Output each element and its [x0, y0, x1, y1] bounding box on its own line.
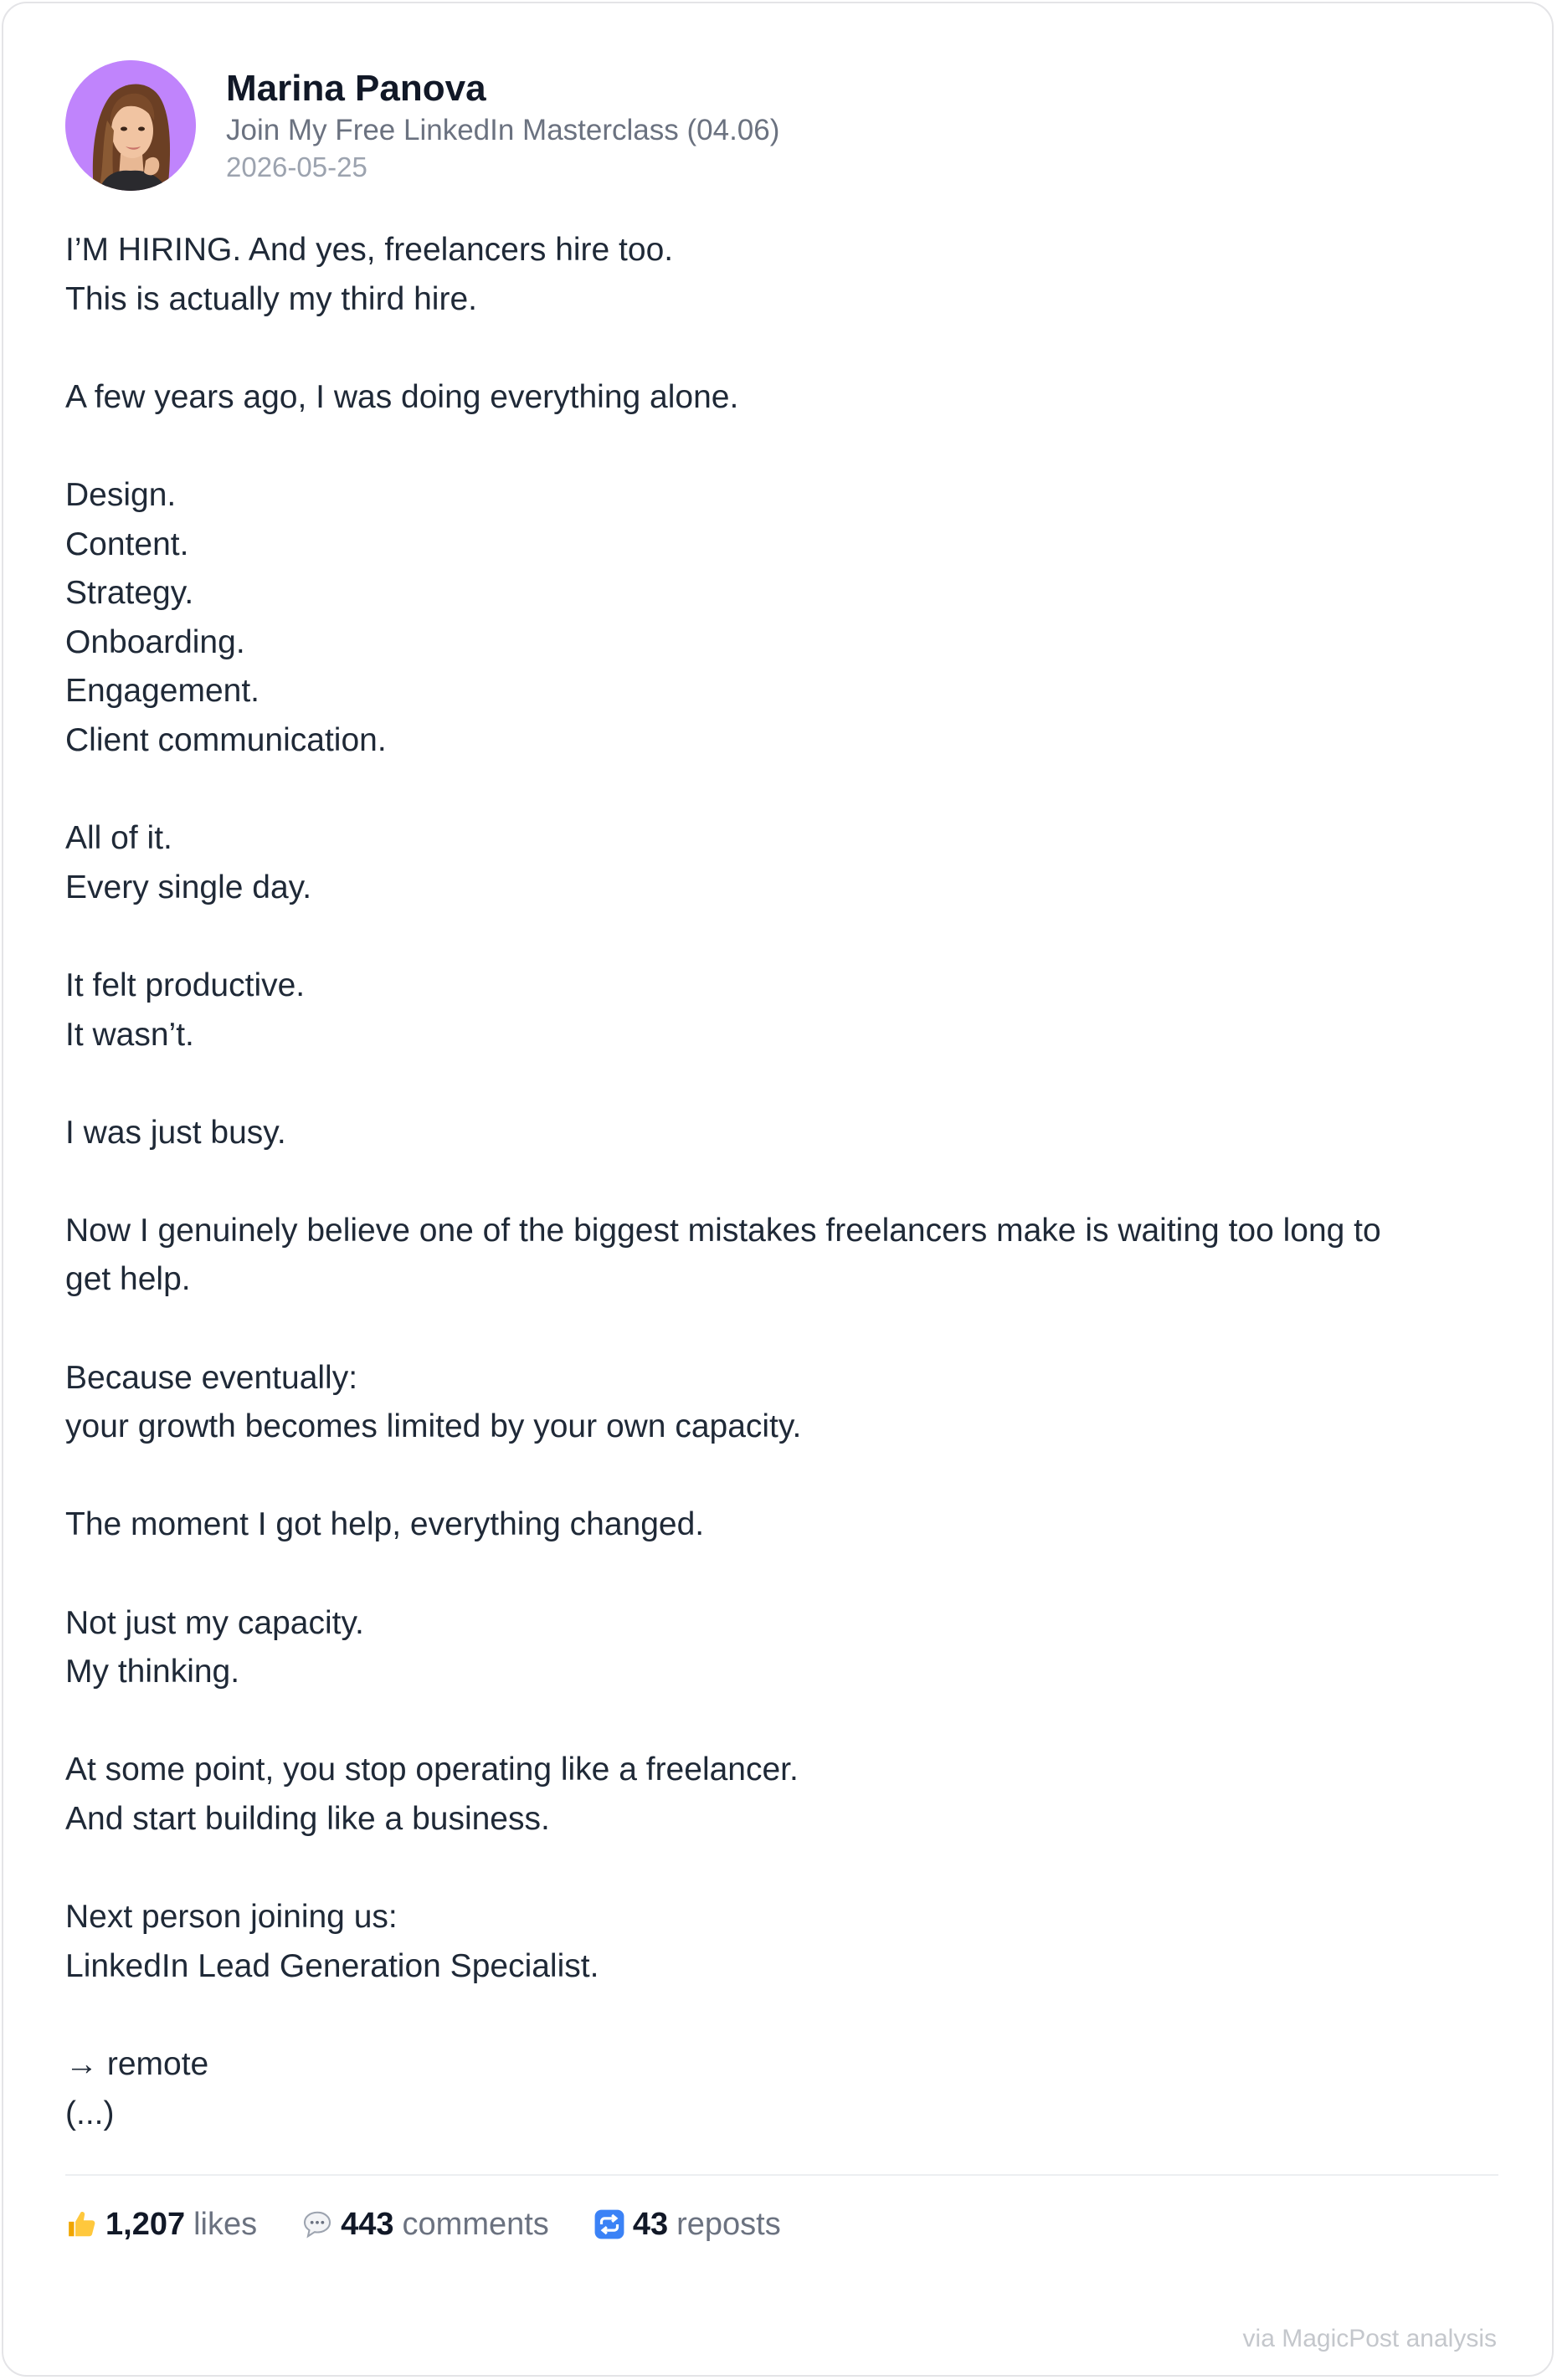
post-line: My thinking. — [65, 1654, 240, 1690]
post-line: And start building like a business. — [65, 1801, 550, 1837]
likes-label: likes — [193, 2206, 258, 2242]
post-line — [65, 1452, 1505, 1501]
reposts-stat[interactable] — [593, 2207, 781, 2243]
post-line: I’M HIRING. And yes, freelancers hire too. — [65, 232, 674, 268]
likes-stat[interactable] — [65, 2207, 257, 2243]
post-line — [65, 1305, 1505, 1354]
post-line: I was just busy. — [65, 1114, 286, 1151]
post-line — [65, 1991, 1505, 2040]
post-line: This is actually my third hire. — [65, 280, 477, 317]
footer-attribution: via MagicPost analysis — [1242, 2325, 1497, 2352]
author-headline: Join My Free LinkedIn Masterclass (04.06) — [226, 114, 780, 146]
post-line: It felt productive. — [65, 967, 306, 1003]
post-line: It wasn’t. — [65, 1016, 194, 1053]
post-line: All of it. — [65, 820, 172, 857]
author-name[interactable]: Marina Panova — [226, 68, 486, 109]
post-line: A few years ago, I was doing everything alone. — [65, 378, 739, 415]
divider — [65, 2174, 1498, 2176]
post-line: (...) — [65, 2095, 115, 2131]
post-line: Strategy. — [65, 575, 194, 612]
post-line — [65, 422, 1505, 471]
post-line: Onboarding. — [65, 623, 245, 660]
post-line — [65, 912, 1505, 962]
thumbs-up-icon — [65, 2208, 99, 2241]
post-card — [2, 2, 1554, 2377]
post-line — [65, 1157, 1505, 1207]
post-line: Now I genuinely believe one of the biggest mistakes freelancers make is waiting too long to — [65, 1212, 1381, 1249]
post-line: Client communication. — [65, 721, 387, 758]
post-line: get help. — [65, 1261, 191, 1298]
speech-bubble-icon — [301, 2208, 334, 2241]
post-line: Content. — [65, 526, 189, 562]
post-line — [65, 1697, 1505, 1747]
post-line: LinkedIn Lead Generation Specialist. — [65, 1947, 599, 1984]
comments-stat[interactable] — [301, 2207, 549, 2243]
avatar[interactable] — [65, 60, 196, 191]
post-line: → remote — [65, 2045, 209, 2082]
post-line: Because eventually: — [65, 1359, 358, 1396]
likes-count: 1,207 — [105, 2206, 186, 2242]
post-line: Engagement. — [65, 673, 260, 710]
post-line: your growth becomes limited by your own capacity. — [65, 1408, 802, 1445]
post-line: At some point, you stop operating like a freelancer. — [65, 1752, 799, 1788]
post-date: 2026-05-25 — [226, 151, 367, 182]
engagement-stats — [65, 2199, 825, 2249]
post-line — [65, 324, 1505, 373]
post-line — [65, 1059, 1505, 1109]
post-line: Every single day. — [65, 869, 312, 905]
post-line: Design. — [65, 476, 177, 513]
post-line: Next person joining us: — [65, 1899, 398, 1936]
reposts-count: 43 — [632, 2206, 669, 2242]
post-line — [65, 766, 1505, 815]
repost-icon — [593, 2208, 626, 2241]
post-line: The moment I got help, everything changed. — [65, 1506, 705, 1543]
profile-photo-icon — [65, 60, 196, 191]
post-line — [65, 1844, 1505, 1894]
reposts-label: reposts — [676, 2206, 781, 2242]
post-line: Not just my capacity. — [65, 1604, 364, 1641]
comments-count: 443 — [341, 2206, 394, 2242]
comments-label: comments — [402, 2206, 549, 2242]
post-body — [65, 226, 1505, 2138]
post-line — [65, 1550, 1505, 1599]
